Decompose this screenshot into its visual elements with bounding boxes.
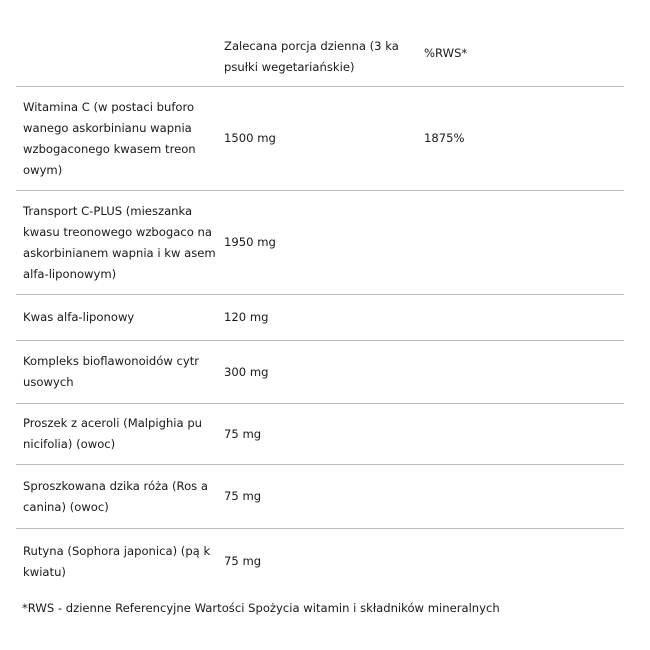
ingredient-name: Kompleks bioflawonoidów cytr usowych [23,354,200,389]
ingredient-name: Transport C-PLUS (mieszanka kwasu treonowego wzbogaco na askorbinianem wapnia i kw asem alfa-liponowym) [23,203,216,281]
ingredient-dose: 120 mg [224,310,269,324]
ingredient-name: Proszek z aceroli (Malpighia pu nicifolia) (owoc) [23,416,203,451]
header-rws-cell: %RWS* [424,46,468,60]
table-header-row [16,27,624,87]
ingredient-dose: 75 mg [224,426,262,441]
table-row [16,404,624,465]
ingredient-rws: 1875% [424,131,465,145]
ingredient-dose: 300 mg [224,364,269,379]
table-row [16,191,624,295]
ingredient-name: Sproszkowana dzika róża (Ros a canina) (owoc) [23,478,208,514]
nutrition-table [16,27,624,594]
ingredient-dose: 1500 mg [224,131,276,145]
table-row [16,295,624,341]
ingredient-name: Kwas alfa-liponowy [23,310,135,324]
ingredient-name: Rutyna (Sophora japonica) (pą k kwiatu) [23,543,211,579]
table-row [16,87,624,191]
table-row [16,529,624,594]
table-row [16,341,624,404]
ingredient-dose: 75 mg [224,489,262,503]
footnote: *RWS - dzienne Referencyjne Wartości Spożycia witamin i składników mineralnych [22,601,500,615]
table-row [16,465,624,529]
ingredient-name: Witamina C (w postaci buforo wanego askorbinianu wapnia wzbogaconego kwasem treon owym) [23,99,196,177]
header-dose-cell: Zalecana porcja dzienna (3 ka psułki wegetariańskie) [224,38,399,74]
ingredient-dose: 1950 mg [224,235,276,249]
ingredient-dose: 75 mg [224,554,262,568]
